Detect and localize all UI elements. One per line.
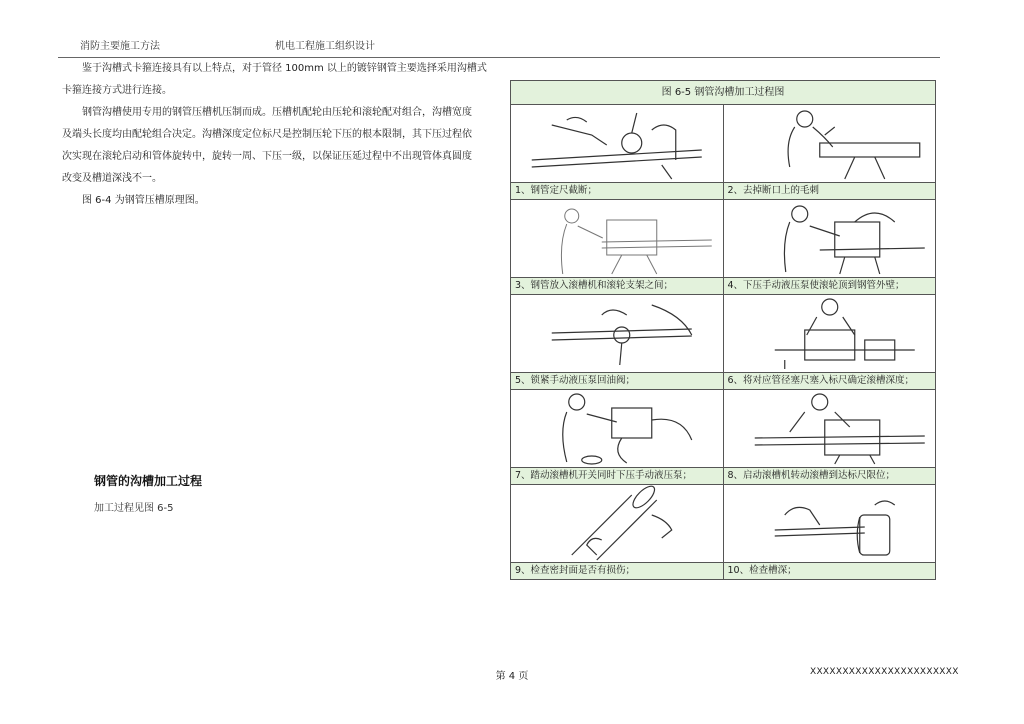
paragraph-1: [62, 58, 502, 102]
step-9-caption: 9、检查密封面是否有损伤；: [511, 562, 723, 579]
figure-cell: [723, 390, 936, 484]
step-7-caption: 7、踏动滚槽机开关同时下压手动液压泵；: [511, 467, 723, 484]
paragraph-2-line-2: 及端头长度均由配轮组合决定。沟槽深度定位标尺是控制压轮下压的根本限制，其下压过程依: [62, 129, 472, 140]
figure-row: [511, 485, 935, 580]
rolling-groove-illustration: [724, 390, 936, 467]
figure-title: 图 6-5 钢管沟槽加工过程图: [511, 81, 935, 105]
feeler-gauge-illustration: [724, 295, 936, 372]
pipe-into-grooving-machine-illustration: [511, 200, 723, 277]
section-subtitle: 加工过程见图 6-5: [94, 503, 174, 514]
page-header-left: 消防主要施工方法: [80, 41, 160, 52]
paragraph-1-line-1: 鉴于沟槽式卡箍连接具有以上特点，对于管径 100mm 以上的镀锌钢管主要选择采用沟槽式: [82, 63, 487, 74]
paragraph-2-line-3: 次实现在滚轮启动和管体旋转中，旋转一周、下压一级，以保证压延过程中不出现管体真圆度: [62, 151, 472, 162]
paragraph-2-line-4: 改变及槽道深浅不一。: [62, 173, 162, 184]
step-1-caption: 1、钢管定尺截断；: [511, 182, 723, 199]
body-text: [62, 58, 502, 212]
page-number: 第 4 页: [495, 671, 529, 682]
seal-inspection-illustration: [511, 485, 723, 562]
figure-row: [511, 390, 935, 485]
pipe-cutting-illustration: [511, 105, 723, 182]
step-4-caption: 4、下压手动液压泵使滚轮顶到钢管外壁；: [724, 277, 936, 294]
figure-cell: [723, 200, 936, 294]
step-10-caption: 10、检查槽深；: [724, 562, 936, 579]
figure-cell: [511, 390, 723, 484]
paragraph-2: [62, 102, 502, 190]
step-5-caption: 5、锁紧手动液压泵回油阀；: [511, 372, 723, 389]
paragraph-3: [62, 190, 502, 212]
paragraph-1-line-2: 卡箍连接方式进行连接。: [62, 85, 172, 96]
deburring-illustration: [724, 105, 936, 182]
step-8-caption: 8、启动滚槽机转动滚槽到达标尺限位；: [724, 467, 936, 484]
figure-row: [511, 295, 935, 390]
figure-row: [511, 105, 935, 200]
footer-code: XXXXXXXXXXXXXXXXXXXXXXX: [810, 667, 959, 677]
figure-cell: [511, 200, 723, 294]
step-3-caption: 3、钢管放入滚槽机和滚轮支架之间；: [511, 277, 723, 294]
figure-table: [510, 80, 936, 580]
page-header-center: 机电工程施工组织设计: [275, 41, 375, 52]
figure-cell: [511, 295, 723, 389]
paragraph-2-line-1: 钢管沟槽使用专用的钢管压槽机压制而成。压槽机配轮由压轮和滚轮配对组合，沟槽宽度: [82, 107, 472, 118]
step-6-caption: 6、将对应管径塞尺塞入标尺确定滚槽深度；: [724, 372, 936, 389]
groove-depth-check-illustration: [724, 485, 936, 562]
figure-cell: [511, 105, 723, 199]
paragraph-3-text: 图 6-4 为钢管压槽原理图。: [82, 195, 205, 206]
valve-locking-illustration: [511, 295, 723, 372]
figure-cell: [723, 105, 936, 199]
figure-cell: [723, 485, 936, 579]
figure-row: [511, 200, 935, 295]
foot-switch-illustration: [511, 390, 723, 467]
step-2-caption: 2、去掉断口上的毛刺: [724, 182, 936, 199]
hydraulic-pump-illustration: [724, 200, 936, 277]
section-title: 钢管的沟槽加工过程: [94, 474, 203, 488]
figure-cell: [511, 485, 723, 579]
figure-cell: [723, 295, 936, 389]
